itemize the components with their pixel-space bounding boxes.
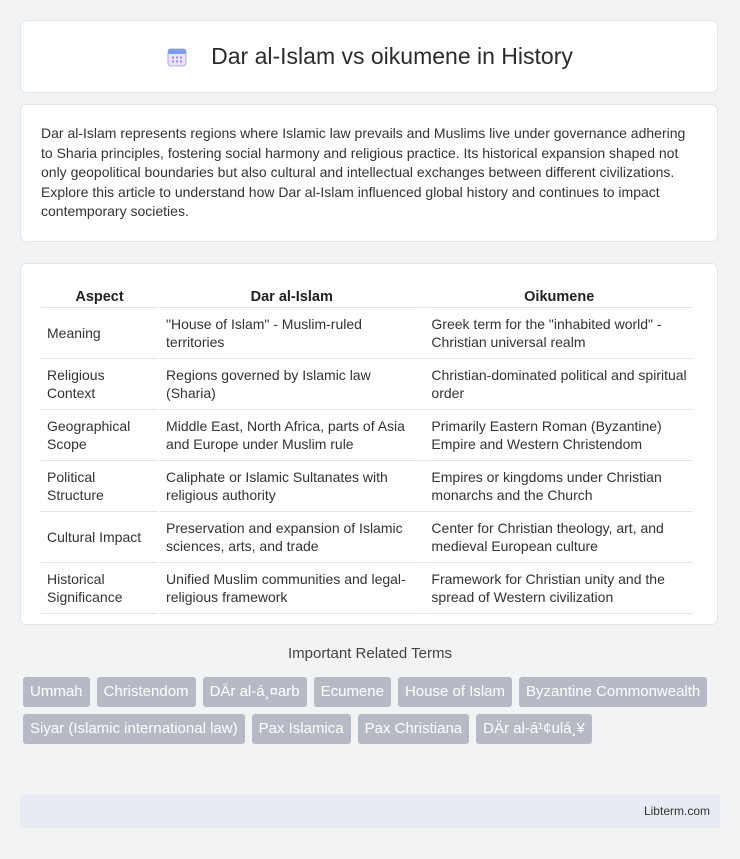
title-card: [20, 20, 718, 93]
table-row: [41, 461, 693, 512]
cell-dar-al-islam: Regions governed by Islamic law (Sharia): [160, 359, 423, 410]
table-row: [41, 410, 693, 461]
cell-aspect: Political Structure: [41, 461, 158, 512]
table-row: [41, 563, 693, 614]
tag-christendom[interactable]: Christendom: [97, 677, 196, 707]
table-row: [41, 359, 693, 410]
table-row: [41, 308, 693, 359]
comparison-table: [39, 286, 695, 614]
comparison-table-card: [20, 263, 718, 625]
tag-dar-al-sulh[interactable]: DÄr al-á¹¢ulá¸¥: [476, 714, 592, 744]
cell-dar-al-islam: Unified Muslim communities and legal-religious framework: [160, 563, 423, 614]
page-title-text: Dar al-Islam vs oikumene in History: [211, 43, 573, 69]
tag-pax-islamica[interactable]: Pax Islamica: [252, 714, 351, 744]
cell-oikumene: Center for Christian theology, art, and medieval European culture: [425, 512, 693, 563]
footer-site-link[interactable]: Libterm.com: [643, 804, 710, 818]
header-dar-al-islam: Dar al-Islam: [160, 286, 423, 308]
header-aspect: Aspect: [41, 286, 158, 308]
header-oikumene: Oikumene: [425, 286, 693, 308]
tag-ecumene[interactable]: Ecumene: [314, 677, 391, 707]
cell-aspect: Cultural Impact: [41, 512, 158, 563]
cell-oikumene: Christian-dominated political and spiritual order: [425, 359, 693, 410]
cell-dar-al-islam: Caliphate or Islamic Sultanates with religious authority: [160, 461, 423, 512]
tag-siyar[interactable]: Siyar (Islamic international law): [23, 714, 245, 744]
cell-aspect: Geographical Scope: [41, 410, 158, 461]
table-header-row: [41, 286, 693, 308]
tag-ummah[interactable]: Ummah: [23, 677, 90, 707]
intro-text: Dar al-Islam represents regions where Islamic law prevails and Muslims live under governance adhering to Sharia principles, fostering social harmony and religious practice. Its historical expansion shaped not only geopolitical boundaries but also cultural and intellectual exchanges between different civilizations. Explore this article to understand how Dar al-Islam influenced global history and continues to impact contemporary societies.: [41, 125, 686, 219]
related-terms-list: [23, 677, 723, 751]
page-title: [165, 43, 573, 70]
cell-aspect: Religious Context: [41, 359, 158, 410]
cell-dar-al-islam: "House of Islam" - Muslim-ruled territories: [160, 308, 423, 359]
related-terms-title: Important Related Terms: [288, 645, 452, 662]
tag-byzantine-commonwealth[interactable]: Byzantine Commonwealth: [519, 677, 707, 707]
footer: [20, 795, 720, 828]
table-row: [41, 512, 693, 563]
cell-aspect: Meaning: [41, 308, 158, 359]
cell-dar-al-islam: Middle East, North Africa, parts of Asia and Europe under Muslim rule: [160, 410, 423, 461]
tag-pax-christiana[interactable]: Pax Christiana: [358, 714, 470, 744]
cell-oikumene: Empires or kingdoms under Christian monarchs and the Church: [425, 461, 693, 512]
intro-card: [20, 104, 718, 242]
cell-aspect: Historical Significance: [41, 563, 158, 614]
tag-dar-al-harb[interactable]: DÄr al-á¸¤arb: [203, 677, 307, 707]
cell-oikumene: Primarily Eastern Roman (Byzantine) Empire and Western Christendom: [425, 410, 693, 461]
cell-oikumene: Framework for Christian unity and the spread of Western civilization: [425, 563, 693, 614]
tag-house-of-islam[interactable]: House of Islam: [398, 677, 512, 707]
cell-dar-al-islam: Preservation and expansion of Islamic sciences, arts, and trade: [160, 512, 423, 563]
cell-oikumene: Greek term for the "inhabited world" - Christian universal realm: [425, 308, 693, 359]
calendar-icon: [165, 45, 189, 69]
